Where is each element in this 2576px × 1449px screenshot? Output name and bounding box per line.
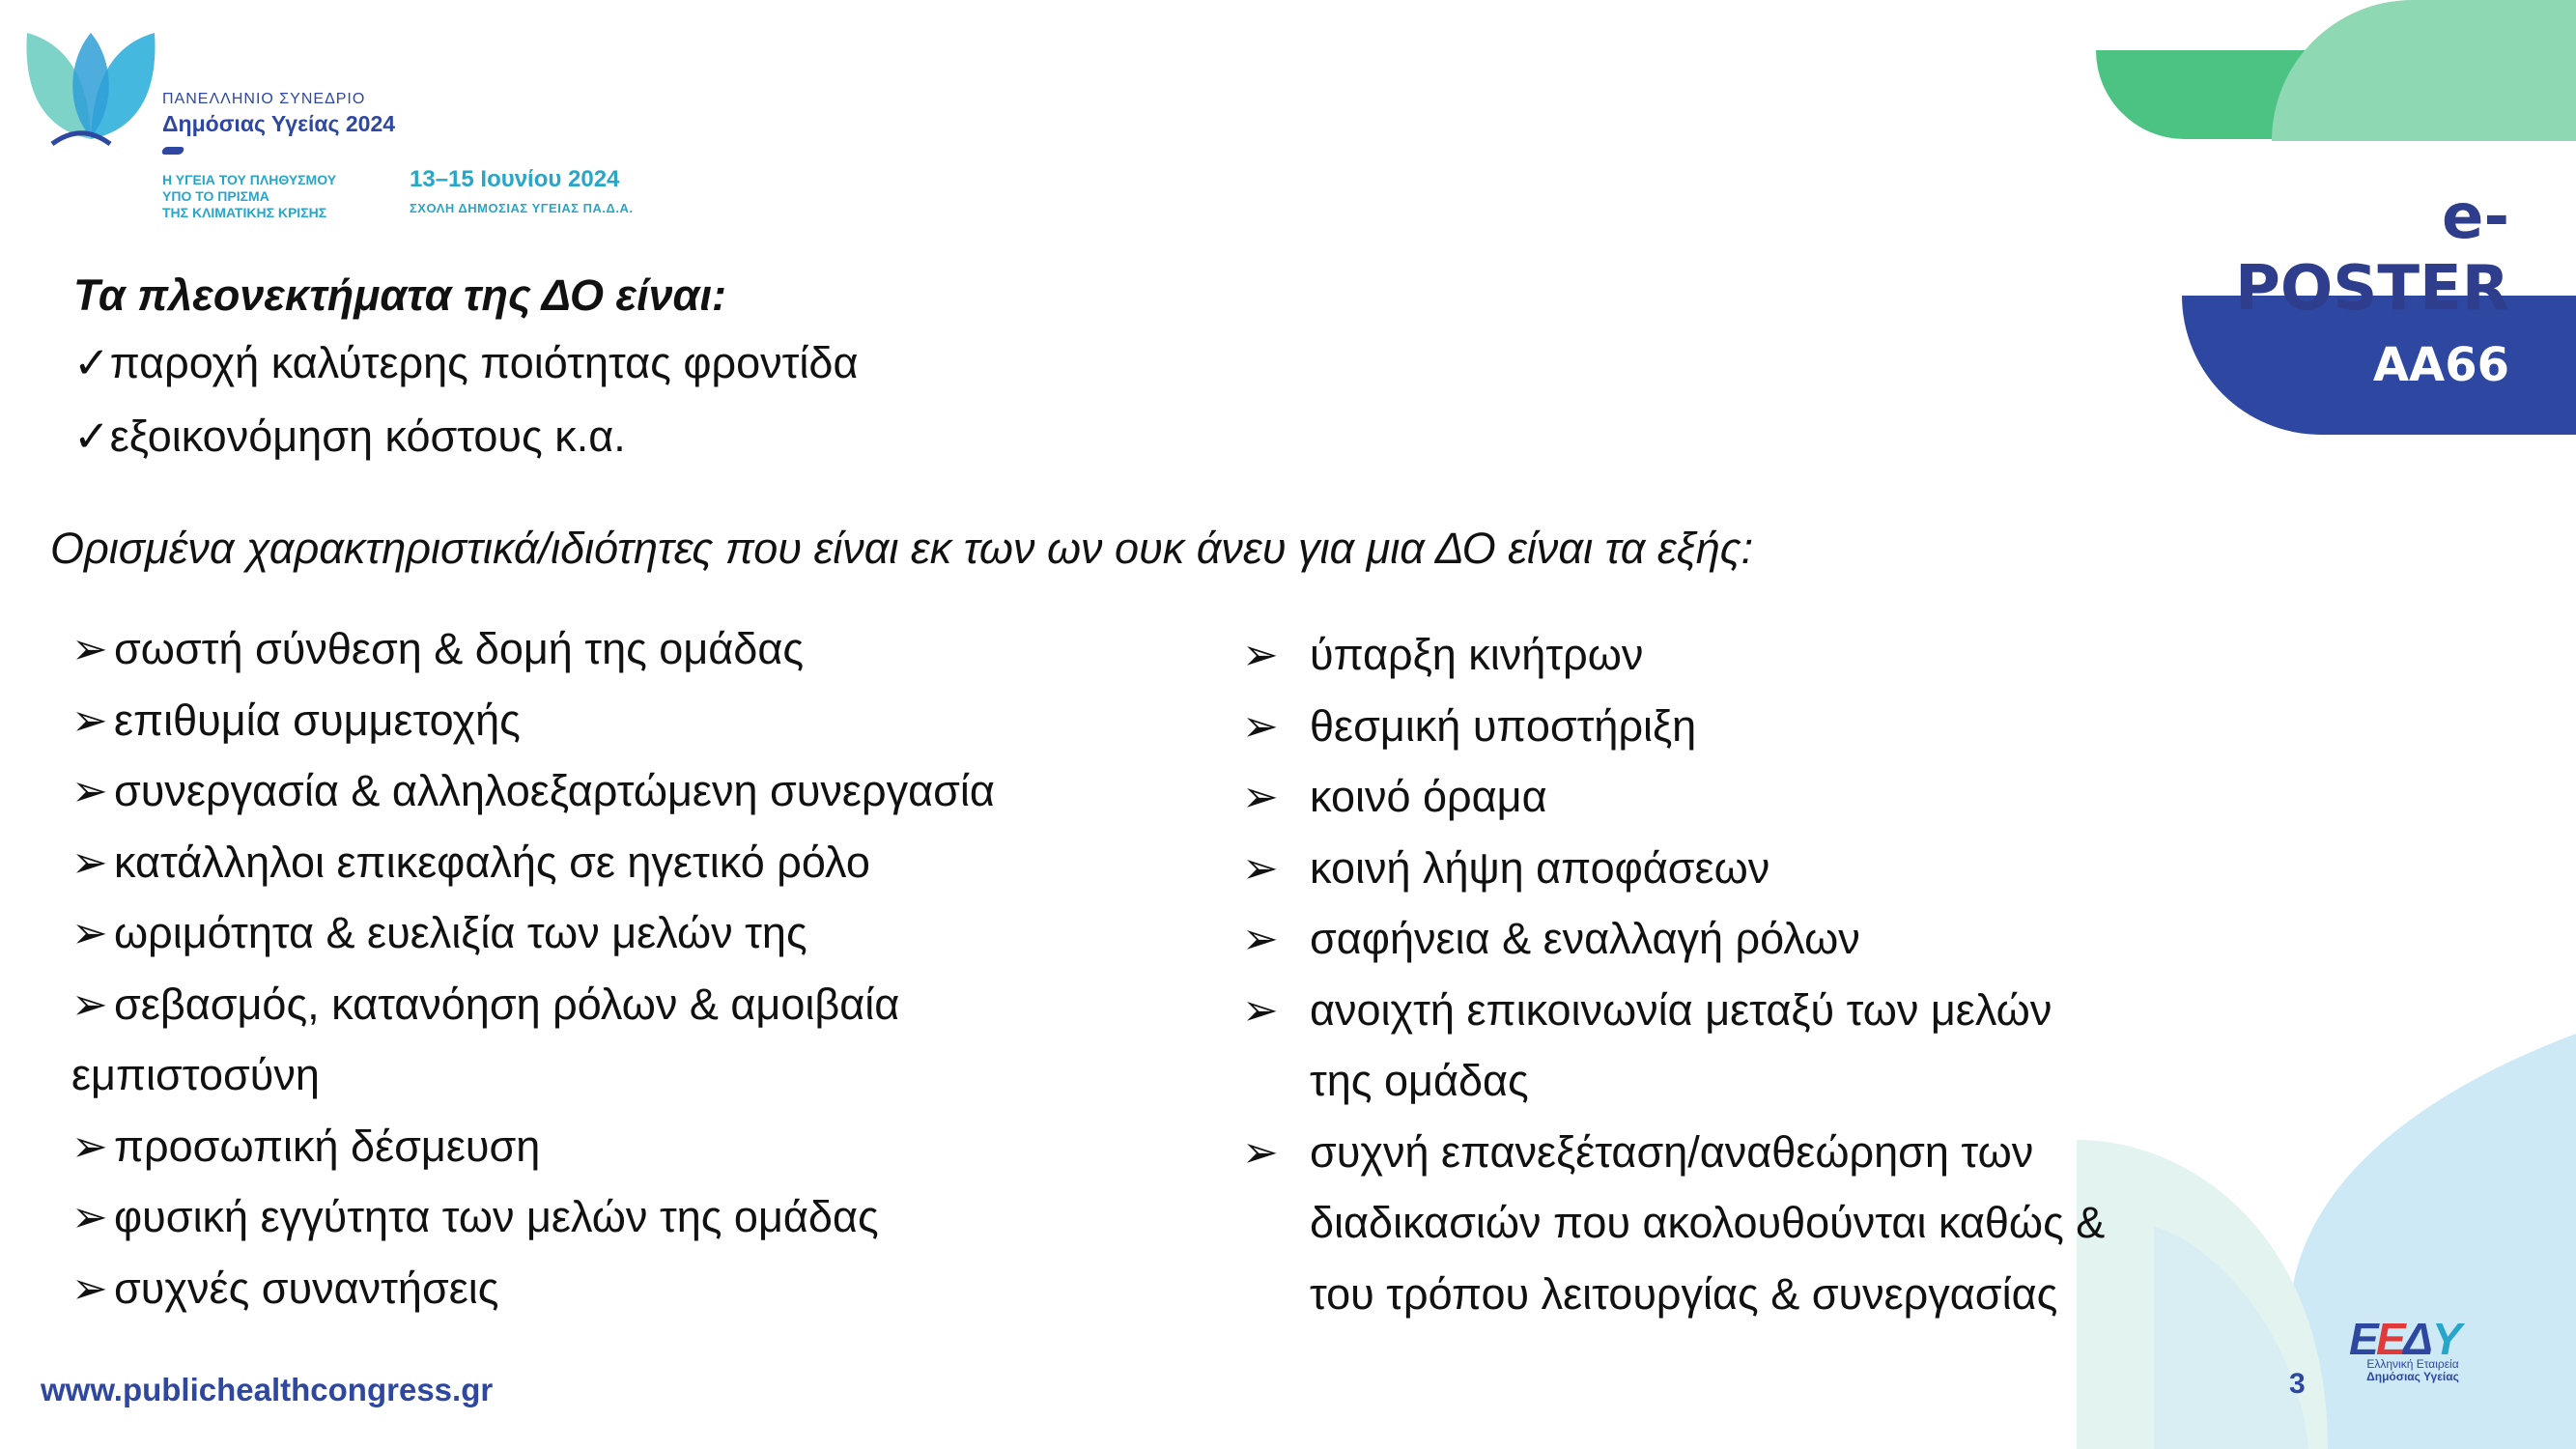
arrow-bullet-icon: ➢ [1242,984,1279,1035]
list-item-continuation [1242,1265,2105,1337]
congress-logo-icon [23,23,158,149]
list-item [71,1260,995,1331]
org-line-2: Δημόσιας Υγείας [2366,1370,2459,1383]
list-item [71,834,995,905]
congress-venue: ΣΧΟΛΗ ΔΗΜΟΣΙΑΣ ΥΓΕΙΑΣ ΠΑ.Δ.Α. [410,201,634,215]
poster-code: AA66 [2372,338,2509,392]
list-item [1242,768,2105,839]
congress-dates: 13–15 Ιουνίου 2024 [410,166,620,192]
list-item-text: κοινή λήψη αποφάσεων [1310,842,1770,893]
list-item-text: διαδικασιών που ακολουθούνται καθώς & [1310,1198,2106,1247]
arrow-bullet-icon: ➢ [71,624,108,673]
list-item-text: κοινό όραμα [1310,772,1547,821]
arrow-bullet-icon: ➢ [1242,914,1279,963]
list-item-text: σωστή σύνθεση & δομή της ομάδας [114,624,805,673]
svg-text:E: E [2349,1314,2379,1364]
list-item [1242,839,2105,911]
list-item [1242,1123,2105,1195]
list-item-text: συνεργασία & αλληλοεξαρτώμενη συνεργασία [114,766,995,815]
arrow-bullet-icon: ➢ [1242,630,1279,679]
list-item-text: θεσμική υποστήριξη [1310,700,1697,751]
list-item [1242,910,2105,981]
list-item-text: συχνές συναντήσεις [114,1263,499,1313]
arrow-bullet-icon: ➢ [1242,700,1279,751]
congress-tagline [162,172,336,221]
list-item-text: επιθυμία συμμετοχής [114,695,521,745]
advantages-heading: Τα πλεονεκτήματα της ΔΟ είναι: [73,270,726,320]
eposter-label: e-POSTER [2234,182,2509,325]
website-link[interactable]: www.publichealthcongress.gr [41,1372,494,1407]
right-characteristics-list [1242,626,2105,1336]
list-item [71,1118,995,1189]
arrow-bullet-icon: ➢ [71,1121,108,1171]
list-item-text: ανοιχτή επικοινωνία μεταξύ των μελών [1310,984,2052,1035]
list-item [1242,981,2105,1053]
left-characteristics-list [71,620,995,1330]
list-item-text: ωριμότητα & ευελιξία των μελών της [114,908,807,957]
tagline-line-2: ΥΠΟ ΤΟ ΠΡΙΣΜΑ [162,188,269,204]
arrow-bullet-icon: ➢ [1242,1126,1279,1177]
list-item [71,620,995,692]
arrow-bullet-icon: ➢ [1242,842,1279,893]
list-item-continuation [1242,1052,2105,1123]
eedy-logo-caption [2345,1358,2480,1383]
characteristics-intro: Ορισμένα χαρακτηριστικά/ιδιότητες που είναι εκ των ων ουκ άνευ για μια ΔΟ είναι τα εξής: [50,524,1754,573]
congress-subtitle: Δημόσιας Υγείας 2024 [162,111,396,136]
arrow-bullet-icon: ➢ [71,1192,108,1241]
list-item-text: φυσική εγγύτητα των μελών της ομάδας [114,1192,879,1241]
svg-text:E: E [2376,1314,2406,1364]
arrow-bullet-icon: ➢ [71,908,108,957]
list-item-text: σεβασμός, κατανόηση ρόλων & αμοιβαία [114,979,900,1029]
svg-text:Y: Y [2432,1314,2462,1364]
arrow-bullet-icon: ➢ [71,979,108,1029]
list-item [71,692,995,763]
list-item [1242,626,2105,697]
list-item-continuation [71,1046,995,1118]
list-item-text: προσωπική δέσμευση [114,1121,541,1171]
page-number: 3 [2289,1368,2306,1400]
list-item-text: κατάλληλοι επικεφαλής σε ηγετικό ρόλο [114,837,870,887]
list-item-text: του τρόπου λειτουργίας & συνεργασίας [1310,1268,2058,1319]
decorative-leaves-bottom [2077,1034,2576,1449]
congress-name: ΠΑΝΕΛΛΗΝΙΟ ΣΥΝΕΔΡΙΟ [162,91,366,107]
list-item-text: σαφήνεια & εναλλαγή ρόλων [1310,914,1860,963]
list-item [71,762,995,834]
list-item-continuation [1242,1194,2105,1265]
advantage-item: ✓εξοικονόμηση κόστους κ.α. [73,412,626,461]
list-item-text: ύπαρξη κινήτρων [1310,630,1644,679]
decorative-leaf-light-green [2272,0,2576,141]
advantage-item: ✓παροχή καλύτερης ποιότητας φροντίδα [73,338,859,387]
arrow-bullet-icon: ➢ [71,766,108,815]
arrow-bullet-icon: ➢ [71,1263,108,1313]
list-item-text: εμπιστοσύνη [71,1050,320,1099]
list-item [71,904,995,976]
org-line-1: Ελληνική Εταιρεία [2366,1357,2459,1371]
list-item [71,976,995,1047]
list-item [71,1188,995,1260]
arrow-bullet-icon: ➢ [71,695,108,745]
arrow-bullet-icon: ➢ [1242,772,1279,821]
svg-text:Δ: Δ [2403,1314,2433,1364]
logo-dash [161,147,185,155]
arrow-bullet-icon: ➢ [71,837,108,887]
tagline-line-1: Η ΥΓΕΙΑ ΤΟΥ ΠΛΗΘΥΣΜΟΥ [162,172,337,187]
list-item [1242,697,2105,769]
list-item-text: της ομάδας [1310,1056,1529,1105]
list-item-text: συχνή επανεξέταση/αναθεώρηση των [1310,1126,2034,1177]
tagline-line-3: ΤΗΣ ΚΛΙΜΑΤΙΚΗΣ ΚΡΙΣΗΣ [162,205,327,220]
